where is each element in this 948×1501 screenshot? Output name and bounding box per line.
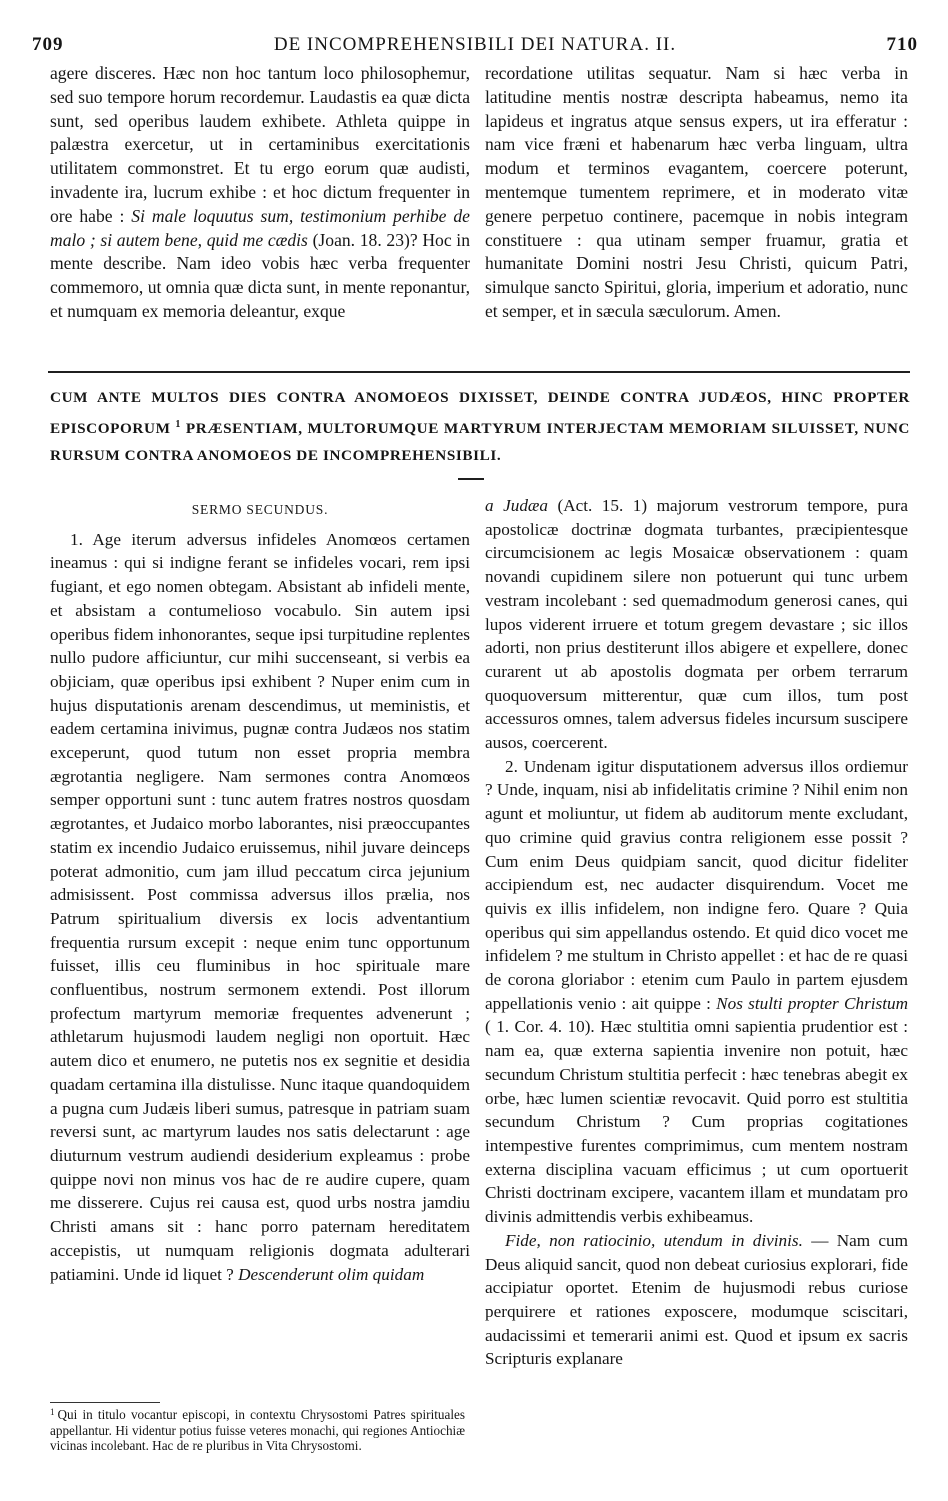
- previous-sermon-end-right-column: [485, 62, 908, 324]
- scripture-reference: ( 1. Cor. 4. 10).: [485, 1017, 595, 1037]
- paragraph: [50, 62, 470, 324]
- footnote-text: Qui in titulo vocantur episcopi, in contextu Chrysostomi Patres spirituales appellantur. Hi videntur potius fuisse veteres monachi, qui regiones Antiochiæ vicinas incolebant. Hac de re pluribus in Vita Chrysostomi.: [50, 1407, 465, 1454]
- paragraph: [485, 755, 908, 1229]
- title-text: CUM ANTE MULTOS DIES CONTRA ANOMOEOS DIXISSET, DEINDE CONTRA JUDÆOS, HINC PROPTER EPISCOPORUM: [50, 389, 910, 437]
- sermon-heading: SERMO SECUNDUS.: [191, 502, 329, 517]
- section-divider: [48, 371, 910, 373]
- paragraph: [485, 1229, 908, 1371]
- footnote-divider: [50, 1402, 160, 1403]
- page-number-right: 710: [886, 34, 918, 55]
- scripture-quote: Si male loquutus sum, testimonium perhibe de malo ; si autem bene, quid me cædis: [50, 205, 470, 250]
- scripture-quote: Descenderunt olim quidam: [238, 1264, 425, 1284]
- scripture-reference: (Joan. 18. 23): [312, 229, 410, 250]
- page-number-left: 709: [32, 34, 64, 55]
- left-column: [50, 494, 470, 1286]
- text-run: Hæc stultitia omni sapientia prudentior est : nam ea, quæ externa sapientia invenire non potuit, hæc secundum Christum stultitia perfecit : hæc tenebras abegit ex orbe, hæc lumen scientiæ revocavit. Quid porro est stultitia secundum Christum ? Cum proprias cogitationes intempestive furentes comprimimus, cum mentem nostram externa disciplina vacuam efficimus ; ut cum oportuerit Christi doctrinam excipere, vacantem illam et mundatam pro divinis admittendis verbis exhibeamus.: [485, 1017, 909, 1227]
- text-run: agere disceres. Hæc non hoc tantum loco philosophemur, sed suo tempore horum recordemur. Laudastis ea quæ dicta sunt, sed operibus laudem exhibete. Athleta quippe in palæstra exercetur, ut in certaminibus exercitationis utilitatem commonstret. Et tu ergo eorum quæ audisti, invadente ira, lucrum exhibe : et hoc dictum frequenter in ore habe :: [50, 63, 470, 226]
- scripture-reference: (Act. 15. 1): [557, 496, 648, 515]
- running-header: [32, 34, 918, 58]
- title-text: PRÆSENTIAM, MULTORUMQUE MARTYRUM INTERJECTAM MEMORIAM SILUISSET, NUNC RURSUM CONTRA ANOMOEOS DE INCOMPREHENSIBILI.: [50, 420, 910, 464]
- paragraph: recordatione utilitas sequatur. Nam si hæc verba in latitudine mentis nostræ descripta habeamus, nemo ita lapideus et ingratus atque sensus expers, ut ira efferatur : nam vice fræni et habenarum hæc verba linguam, ultra modum et terminos evagantem, coercere poterunt, mentemque tumentem reprimere, et in moderato vitæ genere perpetuo continere, pacemque in nobis integram constituere : qua utinam semper fruamur, gratia et humanitate Domini nostri Jesu Christi, quicum Patri, simulque sancto Spiritui, gloria, imperium et adoratio, nunc et semper, et in sæcula sæculorum. Amen.: [485, 63, 908, 321]
- text-run: 2. Undenam igitur disputationem adversus illos ordiemur ? Unde, inquam, nisi ab infidelitatis crimine ? Nihil enim non agunt et moliuntur, ut fidem ab auditorum mente excludant, quo crimine quid gravius contra religionem esse possit ? Cum enim Deus quidpiam sancit, quod dicitur fideliter accipiendum est, nec audacter disquirendum. Vocet me quivis ex illis infidelem, non indigne fero. Quare ? Quia operibus qui sim appellandus ostendo. Et quid dico vocet me infidelem ? me stultum in Christo appellet : et hac de re quasi de corona gloriabor : etenim cum Paulo in partem ejusdem appellationis venio : ait quippe :: [485, 756, 908, 1013]
- text-run: — Nam cum Deus aliquid sancit, quod non debeat curiosius explorari, fide accipiatur oportet. Etenim de hujusmodi rebus curiose perquirere et rationes exposcere, modumque sciscitari, audacissimi et temerarii animi est. Quod et ipsum ex sacris Scripturis explanare: [485, 1230, 909, 1369]
- marginal-heading: Fide, non ratiocinio, utendum in divinis.: [505, 1230, 803, 1250]
- sermon-title: [50, 384, 910, 469]
- footnote-marker: 1: [175, 419, 181, 430]
- text-run: majorum vestrorum tempore, pura apostolicæ doctrinæ dogmata turbantes, præcipientesque circumcisionem ac legis Mosaicæ observationem : quam novandi cupidinem silere non potuerunt qui tunc urbem vestram incolebant : sed quemadmodum generosi canes, qui lupos viderent irruere et totum gregem devastare ; sic illos adorti, non prius destiterunt illos abigere et expellere, donec curarent ut ab apostolis dogmata per orbem terrarum quoquoversum mitterentur, quæ cum illos, tum post accessuros omnes, talem adversus fideles incursum suscipere ausos, coercerent.: [485, 496, 908, 753]
- scripture-quote: Nos stulti propter Christum: [716, 993, 909, 1013]
- paragraph: [50, 528, 470, 1287]
- scripture-quote: a Judæa: [485, 496, 548, 515]
- footnote-number: 1: [50, 1407, 55, 1417]
- previous-sermon-end-left-column: [50, 62, 470, 324]
- paragraph: [485, 494, 908, 755]
- title-divider: [458, 478, 484, 480]
- text-run: 1. Age iterum adversus infideles Anomœos certamen ineamus : qui si indigne ferant se infideles vocari, rem ipsi fugiant, et ego nomen obtegam. Absistant ab infideli mente, et absistam a contumelioso vocabulo. Sin autem ipsi operibus fidem inhonorantes, seque ipsi turpitudine replentes nullo pudore afficiuntur, cur mihi succenseant, si verbis ea objiciam, quæ operibus ipsi exhibent ? Nuper enim cum in hujus disputationis arenam descendimus, ut meministis, et eadem certamina inivimus, pugnæ contra Judæos nos statim exceperunt, quod tutum non esset propria membra ægrotantia negligere. Nam sermones contra Anomœos semper opportuni sunt : tunc autem fratres nostros quosdam ægrotantes, et Judaico morbo laborantes, nisi præoccupantes statim ex incendio Judaico eruissemus, nihil juvare deinceps poterat admonitio, cum jam illud peccatum circa jejunium admisissent. Post commissa adversus illos prælia, nos Patrum spiritualium diversis ex locis adventantium frequentia rursum excepit : neque enim tunc opportunum fuisset, illis ceu fluminibus in hoc spirituale mare confluentibus, nostrum sermonem extendi. Post illorum profectum martyrum memoriæ frequentes advenerunt ; athletarum hujusmodi laudem negligi non oportuit. Hæc autem dico et enumero, ne putetis nos ex segnitie et desidia quadam certamina illa distulisse. Nunc itaque quandoquidem a pugna cum Judæis liberi sumus, patresque in patriam suam reversi sunt, ac martyrum laudes nos satis delectarunt : age diuturnum vestrum audiendi desiderium expleamus : probe quippe novi non minus vos hac de re audire cupere, quam me disserere. Cujus rei causa est, quod urbs nostra jamdiu Christi amans sit : hanc porro paternam hereditatem accepistis, ut numquam religionis dogmata adulterari patiamini. Unde id liquet ?: [50, 529, 470, 1284]
- running-title: DE INCOMPREHENSIBILI DEI NATURA. II.: [273, 34, 677, 55]
- text-run: ? Hoc in mente describe. Nam ideo vobis hæc verba frequenter commemoro, ut omnia quæ dicta sunt, in mente reponantur, et numquam ex memoria deleantur, exque: [50, 229, 470, 321]
- right-column: [485, 494, 908, 1371]
- footnote: [50, 1405, 465, 1454]
